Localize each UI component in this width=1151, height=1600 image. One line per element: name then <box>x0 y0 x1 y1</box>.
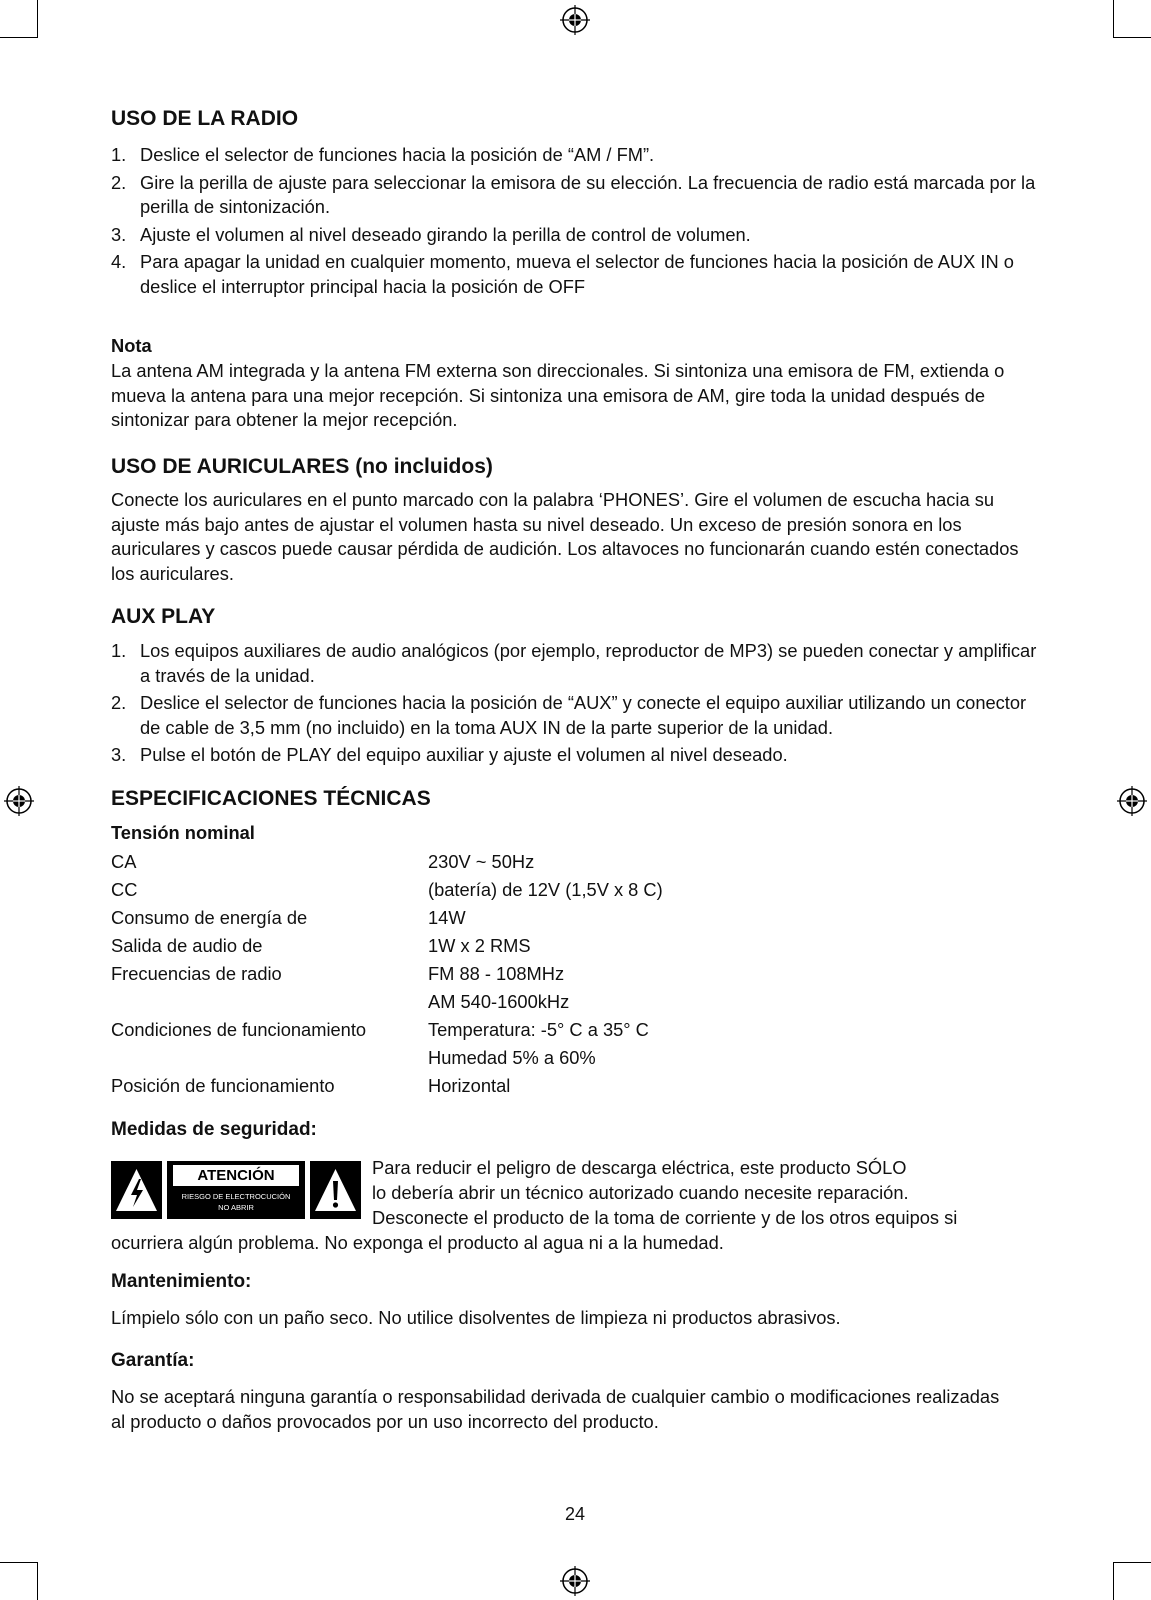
registration-mark-icon <box>560 5 590 35</box>
safety-text-line4: ocurriera algún problema. No exponga el producto al agua ni a la humedad. <box>111 1232 724 1253</box>
warning-label-line1: RIESGO DE ELECTROCUCIÓN <box>181 1192 291 1201</box>
list-item: 1. Deslice el selector de funciones hacia la posición de “AM / FM”. <box>111 144 655 165</box>
registration-mark-icon <box>560 1566 590 1596</box>
section-title-safety: Medidas de seguridad: <box>111 1119 317 1140</box>
warning-label <box>167 1161 305 1219</box>
safety-text-line3: Desconecte el producto de la toma de corriente y de los otros equipos si <box>372 1207 958 1228</box>
crop-mark <box>37 0 38 38</box>
registration-mark-icon <box>4 786 34 816</box>
exclamation-warning-icon <box>310 1161 361 1219</box>
page-number: 24 <box>564 1504 586 1524</box>
radio-steps-list <box>111 143 1046 302</box>
safety-text-line1: Para reducir el peligro de descarga eléctrica, este producto SÓLO <box>372 1157 907 1178</box>
headphones-text: Conecte los auriculares en el punto marcado con la palabra ‘PHONES’. Gire el volumen de escucha hacia su ajuste más bajo antes de ajustar el volumen hasta su nivel deseado. Un exceso de presión sonora en los auriculares y cascos puede causar pérdida de audición. Los altavoces no funcionarán cuando estén conectados los auriculares. <box>111 489 1019 584</box>
section-title-headphones: USO DE AURICULARES (no incluidos) <box>111 455 493 478</box>
shock-warning-icon <box>111 1161 162 1219</box>
list-item: 4. Para apagar la unidad en cualquier momento, mueva el selector de funciones hacia la posición de AUX IN o deslice el interruptor principal hacia la posición de OFF <box>111 251 1014 297</box>
crop-mark <box>1113 1562 1151 1563</box>
crop-mark <box>1113 37 1151 38</box>
crop-mark <box>0 37 38 38</box>
list-item: 3. Pulse el botón de PLAY del equipo auxiliar y ajuste el volumen al nivel deseado. <box>111 744 788 765</box>
list-item: 1. Los equipos auxiliares de audio analógicos (por ejemplo, reproductor de MP3) se pueden conectar y amplificar a través de la unidad. <box>111 640 1037 686</box>
crop-mark <box>1113 0 1114 38</box>
list-item: 2. Deslice el selector de funciones hacia la posición de “AUX” y conecte el equipo auxiliar utilizando un conector de cable de 3,5 mm (no incluido) en la toma AUX IN de la parte superior de la unidad. <box>111 692 1027 738</box>
maintenance-text: Límpielo sólo con un paño seco. No utilice disolventes de limpieza ni productos abrasivos. <box>111 1307 841 1328</box>
section-title-aux: AUX PLAY <box>111 605 216 628</box>
warning-label-title: ATENCIÓN <box>173 1165 299 1186</box>
registration-mark-icon <box>1117 786 1147 816</box>
list-item: 3. Ajuste el volumen al nivel deseado girando la perilla de control de volumen. <box>111 223 751 245</box>
warranty-text: No se aceptará ninguna garantía o responsabilidad derivada de cualquier cambio o modificaciones realizadas al producto o daños provocados por un uso incorrecto del producto. <box>111 1386 1000 1432</box>
note-title: Nota <box>111 335 152 356</box>
list-item: 2. Gire la perilla de ajuste para seleccionar la emisora de su elección. La frecuencia de radio está marcada por la perilla de sintonización. <box>111 171 1036 217</box>
crop-mark <box>1113 1562 1114 1600</box>
aux-steps-list <box>111 639 1046 771</box>
warning-label-line2: NO ABRIR <box>218 1203 254 1212</box>
note-text: La antena AM integrada y la antena FM externa son direccionales. Si sintoniza una emisora de FM, extienda o mueva la antena para una mejor recepción. Si sintoniza una emisora de AM, gire toda la unidad después de sintonizar para obtener la mejor recepción. <box>111 360 1005 430</box>
crop-mark <box>37 1562 38 1600</box>
section-title-maintenance: Mantenimiento: <box>111 1271 252 1292</box>
section-title-specs: ESPECIFICACIONES TÉCNICAS <box>111 787 431 810</box>
crop-mark <box>0 1562 38 1563</box>
safety-text-line2: lo debería abrir un técnico autorizado cuando necesite reparación. <box>372 1182 909 1203</box>
section-title-radio: USO DE LA RADIO <box>111 107 299 130</box>
section-title-warranty: Garantía: <box>111 1350 195 1371</box>
specs-subtitle: Tensión nominal <box>111 822 255 843</box>
